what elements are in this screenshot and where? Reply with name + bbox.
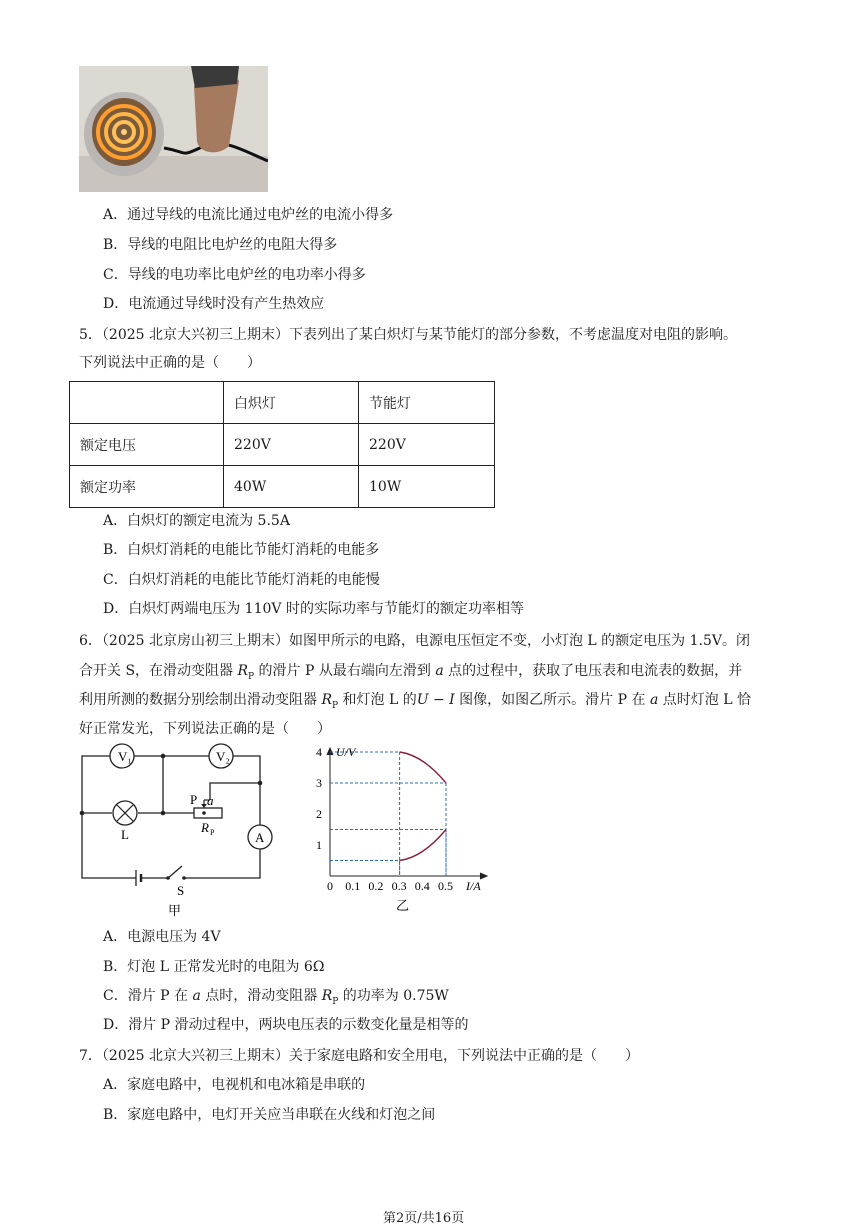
q5-stem-line1: 5．（2025 北京大兴初三上期末）下表列出了某白炽灯与某节能灯的部分参数，不考虑温度对电阻的影响。: [79, 327, 737, 343]
page-number: 第2页/共16页: [383, 1211, 465, 1226]
x-tick-label: 0.2: [368, 879, 384, 893]
q6-option-b: B．灯泡 L 正常发光时的电阻为 6Ω: [103, 959, 325, 975]
voltmeter-v1-label: V₁: [118, 749, 132, 764]
q5-option-b: B．白炽灯消耗的电能比节能灯消耗的电能多: [103, 542, 380, 558]
q7-option-b: B．家庭电路中，电灯开关应当串联在火线和灯泡之间: [103, 1107, 436, 1123]
table-header-incandescent: 白炽灯: [224, 382, 359, 424]
table-cell: 10W: [359, 466, 495, 508]
x-tick-label: 0.3: [391, 879, 407, 893]
table-cell: 220V: [224, 424, 359, 466]
series-curve-r-p: [400, 752, 446, 783]
electric-stove-photo: [79, 66, 268, 192]
table-row: [70, 466, 495, 508]
rheostat-subscript: P: [210, 828, 215, 837]
q7-stem: 7．（2025 北京大兴初三上期末）关于家庭电路和安全用电，下列说法中正确的是（ ）: [79, 1048, 639, 1064]
y-tick-label: 3: [316, 776, 322, 790]
table-cell: 40W: [224, 466, 359, 508]
q5-parameter-table: [69, 381, 495, 508]
y-tick-label: 1: [316, 838, 322, 852]
table-cell: 220V: [359, 424, 495, 466]
rheostat-label: R: [201, 820, 209, 835]
x-axis-label: I/A: [466, 879, 481, 893]
x-tick-label: 0.5: [438, 879, 453, 893]
q5-option-c: C．白炽灯消耗的电能比节能灯消耗的电能慢: [103, 572, 380, 588]
q4-option-a: A．通过导线的电流比通过电炉丝的电流小得多: [103, 207, 394, 223]
q4-option-c: C．导线的电功率比电炉丝的电功率小得多: [103, 267, 366, 283]
circuit-diagram: [70, 738, 290, 918]
x-axis-arrow: [480, 873, 487, 879]
q6-option-a: A．电源电压为 4V: [103, 929, 221, 945]
x-tick-label: 0.4: [414, 879, 430, 893]
q5-stem-line2: 下列说法中正确的是（ ）: [79, 355, 261, 371]
q6-stem-line2: 合开关 S，在滑动变阻器 $R_P$ 的滑片 P 从最右端向左滑到 a 点的过程中，获取了电压表和电流表的数据，并: [79, 663, 743, 682]
u-i-graph: [310, 738, 500, 920]
graph-caption: 乙: [396, 898, 410, 913]
table-cell: 额定功率: [70, 466, 224, 508]
q4-option-d: D．电流通过导线时没有产生热效应: [103, 296, 325, 312]
q6-stem-line4: 好正常发光，下列说法正确的是（ ）: [79, 721, 331, 737]
table-header-energy-saving: 节能灯: [359, 382, 495, 424]
q6-option-c: C．滑片 P 在 a 点时，滑动变阻器 $R_P$ 的功率为 0.75W: [103, 988, 449, 1007]
battery-icon: [130, 870, 167, 886]
lamp-icon: [113, 801, 137, 825]
table-row: [70, 424, 495, 466]
y-tick-label: 2: [316, 807, 322, 821]
table-cell: [70, 382, 224, 424]
lamp-label: L: [121, 827, 129, 842]
q5-option-a: A．白炽灯的额定电流为 5.5A: [103, 513, 290, 529]
q6-stem-line3: 利用所测的数据分别绘制出滑动变阻器 $R_P$ 和灯泡 L 的U − I 图像，如图乙所示。滑片 P 在 a 点时灯泡 L 恰: [79, 692, 751, 711]
slider-p-label: P: [190, 792, 198, 807]
switch-label: S: [177, 883, 185, 898]
rheostat-icon: [194, 808, 222, 818]
table-row: [70, 382, 495, 424]
y-axis-label: U/V: [336, 745, 356, 759]
table-cell: 额定电压: [70, 424, 224, 466]
q6-stem-line1: 6．（2025 北京房山初三上期末）如图甲所示的电路，电源电压恒定不变，小灯泡 L 的额定电压为 1.5V。闭: [79, 633, 751, 649]
series-curve-l: [400, 830, 446, 861]
slider-a-label: a: [207, 793, 214, 808]
switch-icon: [166, 866, 186, 880]
q6-option-d: D．滑片 P 滑动过程中，两块电压表的示数变化量是相等的: [103, 1017, 469, 1033]
voltmeter-v2-label: V₂: [216, 749, 230, 764]
q4-option-b: B．导线的电阻比电炉丝的电阻大得多: [103, 237, 338, 253]
q5-option-d: D．白炽灯两端电压为 110V 时的实际功率与节能灯的额定功率相等: [103, 601, 524, 617]
y-tick-label: 4: [316, 745, 322, 759]
x-tick-label: 0: [327, 879, 333, 893]
x-tick-label: 0.1: [345, 879, 361, 893]
ammeter-label: A: [255, 830, 265, 845]
q7-option-a: A．家庭电路中，电视机和电冰箱是串联的: [103, 1077, 366, 1093]
circuit-caption: 甲: [168, 903, 182, 918]
